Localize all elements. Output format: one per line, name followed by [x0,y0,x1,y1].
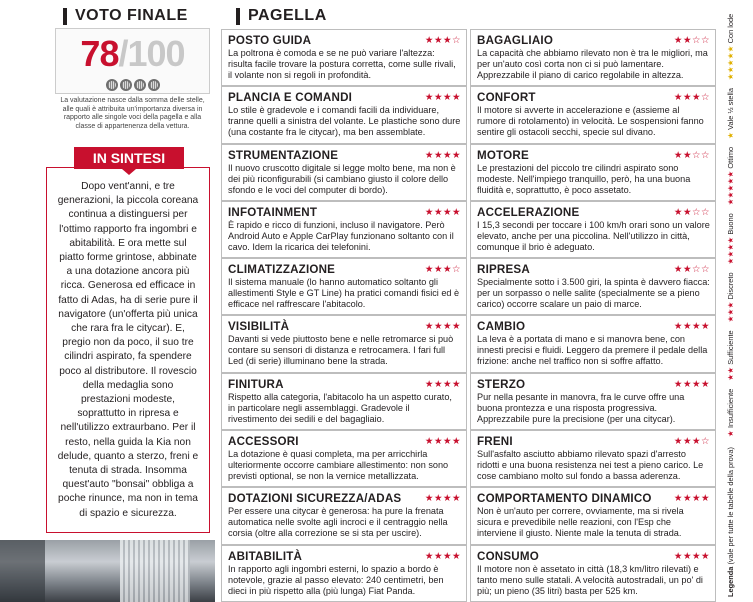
pagella-item-text: I 15,3 secondi per toccare i 100 km/h orari sono un valore elevato, anche per una piccolina. Nell'utilizzo in città, comunque il brio è adeguato. [477,219,710,252]
pagella-item-header [477,206,710,219]
pagella-item [470,315,716,372]
pagella-item [221,86,467,143]
pagella-item-title: BAGAGLIAIO [477,34,554,47]
pagella-item [221,258,467,315]
pagella-item-header [228,149,461,162]
pagella-item [470,29,716,86]
pagella-item-title: CAMBIO [477,320,526,334]
pagella-item-title: DOTAZIONI SICUREZZA/ADAS [228,492,402,506]
pagella-item [221,29,467,86]
star-rating-icon: ★★★☆ [424,35,461,46]
pagella-item-title: ACCELERAZIONE [477,205,580,219]
pagella-item-header [477,91,710,104]
legend-item-label: Buono [726,213,735,237]
pagella-item [470,258,716,315]
star-rating-icon: ★★★★ [673,493,710,505]
pagella-grid [221,29,716,602]
pagella-item-text: Per essere una citycar è generosa: ha pure la frenata automatica nelle svolte agli incroci e il centraggio nella corsia (oltre alla correzione se si sta per uscire). [228,506,448,539]
pagella-item-title: STERZO [477,377,526,391]
pagella-item [470,144,716,201]
pagella-item-text: La poltrona è comoda e se ne può variare l'altezza: risulta facile trovare la postura corretta, come sulle rivali, il volante non si regoli in profondità. [228,48,456,80]
pagella-item [221,487,467,544]
star-rating-icon: ★★☆☆ [673,149,710,161]
pagella-item-title: CLIMATIZZAZIONE [228,263,336,277]
pagella-item-title: FRENI [477,435,513,449]
legend-item-label: Discreto [726,272,735,302]
pagella-item-header [228,206,461,219]
pagella-item-text: Il sistema manuale (lo hanno automatico soltanto gli allestimenti Style e GT Line) ha pratici comandi fisici ed è efficace nel raffrescare l'abitacolo. [228,277,460,310]
star-rating-icon: ★★☆☆ [673,35,710,46]
legend-item-label: Sufficiente [726,330,735,367]
pagella-item-header [477,149,710,162]
pagella-item-title: ABITABILITÀ [228,549,303,563]
pagella-item [470,86,716,143]
legend-star-icon: ★★★★★ [726,170,735,206]
pagella-item-text: Il motore non è assetato in città (18,3 km/litro rilevati) e tanto meno sulle statali. A velocità autostradali, un po' di più; un pieno (35 litri) basta per 525 km. [477,563,703,596]
pagella-item-title: ACCESSORI [228,435,299,449]
pagella-item-text: Lo stile è gradevole e i comandi facili da individuare, tranne quelli a sinistra del volante. Le plastiche sono dure (una costante fra le citycar), ma ben assemblate. [228,105,461,138]
pagella-item [221,373,467,430]
pagella-item-title: INFOTAINMENT [228,205,318,219]
legend-item [726,88,735,139]
pagella-item-header [228,435,461,448]
pagella-item-title: COMPORTAMENTO DINAMICO [477,492,652,506]
pagella-item-text: Davanti si vede piuttosto bene e nelle retromarce si può contare su sensori di distanza e retrocamera. I fari full Led (di serie) illuminano bene la strada. [228,334,454,367]
star-rating-icon: ★★★★ [424,92,461,104]
pagella-item-header [477,492,710,505]
pagella-item-title: STRUMENTAZIONE [228,148,339,162]
legend-star-icon: ★ [726,131,735,139]
pagella-item-title: CONFORT [477,91,536,105]
pagella-item-header [228,550,461,563]
star-rating-icon: ★★★★ [424,378,461,390]
legend-item-label: Vale ½ stella [726,88,735,132]
legend-item [726,147,735,205]
legend-items [726,14,735,445]
pagella-item-header [477,378,710,391]
voto-finale-title: VOTO FINALE [75,7,188,24]
star-rating-icon: ★★★☆ [673,436,710,448]
pagella-item-text: Specialmente sotto i 3.500 giri, la spinta è davvero fiacca: per un sorpasso o nelle salite (specialmente se a pieno carico) occorre scalare un paio di marce. [477,277,710,310]
legend-item [726,389,735,437]
pagella-item [470,430,716,487]
legend-star-icon: ★★★ [726,301,735,323]
legend-item [726,213,735,264]
pagella-item-header [228,263,461,276]
tyre-icon [148,79,160,91]
score-value: 78 [80,33,119,74]
legend-item [726,14,735,80]
pagella-item-text: Sull'asfalto asciutto abbiamo rilevato spazi d'arresto ridotti e una buona resistenza nei test a pieno carico. Le cose cambiano molto sul fondo a bassa aderenza. [477,449,704,482]
pagella-item [221,315,467,372]
star-rating-icon: ★★★★ [673,550,710,562]
legend-star-icon: ★★★★ [726,236,735,265]
pagella-item-title: RIPRESA [477,263,530,277]
star-rating-icon: ★★★★ [424,493,461,505]
pagella-item-title: FINITURA [228,377,284,391]
legend-star-icon: ★★ [726,366,735,381]
pagella-title: PAGELLA [248,7,327,24]
legend-item-label: Ottimo [726,146,735,171]
pagella-item [470,201,716,258]
heading-bar [63,8,67,25]
score-box [55,28,210,94]
score-max: 100 [127,33,185,74]
star-rating-icon: ★★★☆ [424,264,461,276]
star-rating-icon: ★★★★ [424,436,461,448]
pagella-item-text: La leva è a portata di mano e si manovra bene, con innesti precisi e fluidi. Leggero da premere il pedale della frizione: anche nel traffico non si soffre affatto. [477,334,708,367]
pagella-item-header [477,320,710,333]
legend-star-icon: ★★★★★ [726,45,735,81]
legend-label: Legenda [726,566,735,597]
pagella-item-title: MOTORE [477,148,529,162]
pagella-item [470,545,716,602]
sintesi-box [46,167,210,533]
star-rating-icon: ★★★★ [673,321,710,333]
star-rating-icon: ★★★★ [673,378,710,390]
pagella-item-header [477,435,710,448]
pagella-item-text: La capacità che abbiamo rilevato non è tra le migliori, ma per un'auto così corta non ci si può lamentare. Apprezzabile il piano di carico regolabile in altezza. [477,48,708,80]
pagella-item-text: La dotazione è quasi completa, ma per arricchirla ulteriormente occorre cambiare allestimento: non sono previsti optional, se non la vernice metallizzata. [228,449,449,482]
tyre-icon [134,79,146,91]
legend-item [726,330,735,380]
score [56,34,209,74]
pagella-item [470,487,716,544]
pagella-item [221,545,467,602]
pagella-item-header [477,550,710,563]
pagella-item-text: Il nuovo cruscotto digitale si legge molto bene, ma non è dei più riconfigurabili (si cambiano giusto il colore dello sfondo e le voci del computer di bordo). [228,162,456,195]
pagella-item-header [228,34,461,47]
pagella-item-text: Pur nella pesante in manovra, fra le curve offre una buona prontezza e una risposta progressiva. Apprezzabile pure la precisione (per una citycar). [477,391,685,424]
legend [726,13,735,597]
tyre-icon [106,79,118,91]
pagella-item-header [477,34,710,47]
star-rating-icon: ★★★★ [424,321,461,333]
star-rating-icon: ★★★★ [424,149,461,161]
pagella-item-title: POSTO GUIDA [228,34,312,47]
sintesi-text: Dopo vent'anni, e tre generazioni, la piccola coreana continua a distinguersi per l'ottimo rapporto fra ingombri e abitabilità. E ora mette sul piatto forme grintose, abbinate a una dotazione ancora più ricca. Generosa ed efficace in fatto di Adas, ha di serie pure il navigatore (un'offerta più unica che rara fra le citycar). E, pregio non da poco, il suo tre cilindri aspirato, fa spendere poco al distributore. Il rovescio della medaglia sono prestazioni modeste, soprattutto in ripresa e nell'utilizzo extraurbano. Per il resto, nella guida la Kia non delude, quanto a sterzo, freni e tenuta di strada. Insomma quest'auto "bonsai" obbliga a poche rinunce, ma non in tema di spazio e sicurezza. [57,181,199,519]
pagella-item-title: VISIBILITÀ [228,320,290,334]
pagella-item-text: Il motore si avverte in accelerazione e (assieme al rumore di rotolamento) in velocità. Le sospensioni fanno sentire gli ostacoli secchi, specie sul divano. [477,105,704,138]
sintesi-heading: IN SINTESI [74,147,184,169]
car-photo-fragment [0,540,215,602]
legend-item-label: Con lode [726,13,735,46]
pagella-item-header [477,263,710,276]
pagella-item-text: Rispetto alla categoria, l'abitacolo ha un aspetto curato, in particolare negli assemblaggi. Gradevole il rivestimento dei sedili e del bagagliaio. [228,391,452,424]
pagella-item [470,373,716,430]
pagella-item-header [228,320,461,333]
pagella-item-title: CONSUMO [477,549,539,563]
pagella-item [221,201,467,258]
pagella-item [221,430,467,487]
pagella-item-header [228,378,461,391]
pagella-item-title: PLANCIA E COMANDI [228,91,353,105]
legend-note: (vale per tutte le tabelle della prova) [726,447,735,565]
pagella-item [221,144,467,201]
star-rating-icon: ★★★★ [424,550,461,562]
legend-item-label: Insufficiente [726,388,735,431]
tyre-icons [56,79,209,91]
legend-item [726,272,735,322]
pagella-item-header [228,492,461,505]
score-separator: / [118,33,128,74]
tyre-icon [120,79,132,91]
voto-finale-heading [63,6,188,26]
heading-bar [236,8,240,25]
star-rating-icon: ★★☆☆ [673,206,710,218]
star-rating-icon: ★★★☆ [673,92,710,104]
legend-star-icon: ★ [726,430,735,437]
pagella-item-text: È rapido e ricco di funzioni, incluso il navigatore. Però Android Auto e Apple CarPlay funzionano soltanto con il cavo. Idem la ricarica dei telefonini. [228,219,454,252]
pagella-item-text: In rapporto agli ingombri esterni, lo spazio a bordo è notevole, grazie al passo elevato: 240 centimetri, ben dieci in più rispetto alla (più lunga) Fiat Panda. [228,563,444,596]
star-rating-icon: ★★☆☆ [673,264,710,276]
pagella-heading [236,6,327,26]
score-explanation: La valutazione nasce dalla somma delle stelle, alle quali è attribuita un'importanza diversa in rapporto alle singole voci della pagella e alla classe di appartenenza della vettura. [60,97,205,130]
star-rating-icon: ★★★★ [424,206,461,218]
pagella-item-text: Non è un'auto per correre, ovviamente, ma si rivela sicura e prevedibile nelle reazioni, con l'Esp che interviene il giusto. Niente male la tenuta di strada. [477,506,684,539]
pagella-item-text: Le prestazioni del piccolo tre cilindri aspirato sono modeste. Nell'impiego tranquillo, però, ha una buona fluidità e, soprattutto, è poco assetato. [477,162,691,195]
pagella-item-header [228,91,461,104]
